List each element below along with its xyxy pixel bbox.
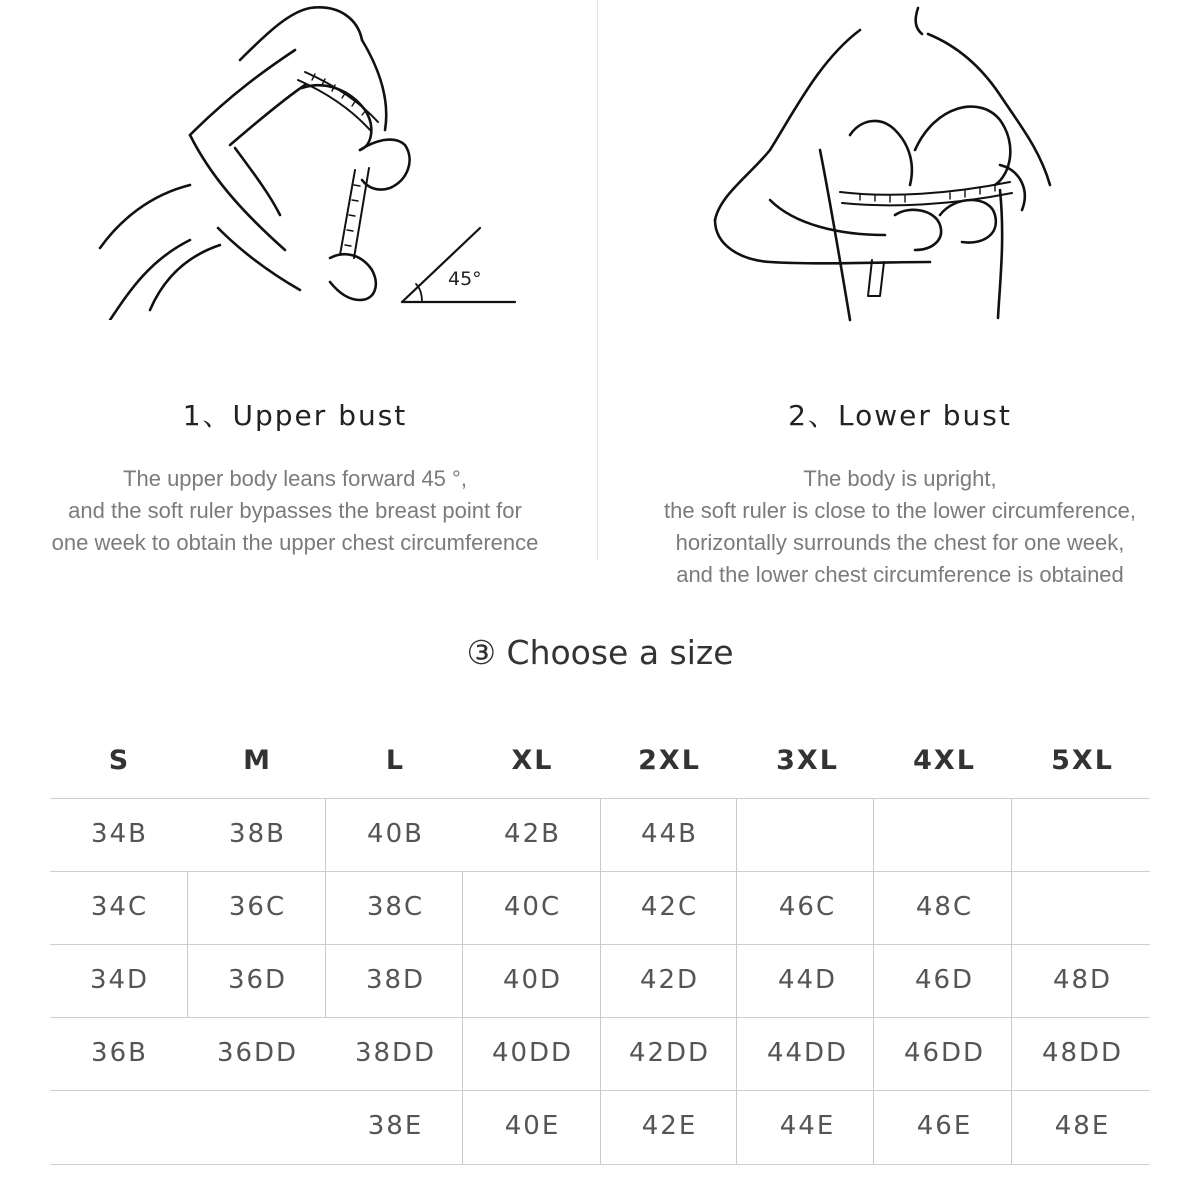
choose-size-title: ③ Choose a size <box>466 633 734 672</box>
step-1-title: 1、Upper bust <box>182 399 408 432</box>
step-2-description <box>615 463 1185 591</box>
size-cell: 46E <box>916 1111 973 1141</box>
angle-label: 45° <box>448 268 482 290</box>
column-divider <box>597 0 598 560</box>
step-2-description-line: and the lower chest circumference is obtained <box>676 562 1124 587</box>
size-cell: 42C <box>640 892 699 922</box>
size-cell: 42D <box>639 965 700 995</box>
size-cell: 40B <box>367 819 424 849</box>
size-header-4xl: 4XL <box>913 745 976 776</box>
size-header-xl: XL <box>511 745 554 776</box>
size-header-2xl: 2XL <box>638 745 701 776</box>
size-cell: 40DD <box>491 1038 574 1068</box>
size-cell: 38B <box>229 819 286 849</box>
size-cell: 46DD <box>903 1038 986 1068</box>
step-1-description-line: The upper body leans forward 45 °, <box>123 466 467 491</box>
size-cell: 48C <box>915 892 974 922</box>
size-cell: 48DD <box>1041 1038 1124 1068</box>
size-cell: 38C <box>366 892 425 922</box>
table-rule <box>50 1164 1150 1165</box>
size-header-3xl: 3XL <box>776 745 839 776</box>
size-header-m: M <box>243 745 272 776</box>
step-2-title: 2、Lower bust <box>788 399 1012 432</box>
step-1-description <box>10 463 580 559</box>
size-cell: 42DD <box>628 1038 711 1068</box>
size-cell: 38DD <box>354 1038 437 1068</box>
size-cell: 48E <box>1054 1111 1111 1141</box>
size-cell: 36D <box>227 965 288 995</box>
lower-bust-illustration <box>700 0 1080 330</box>
step-1-description-line: and the soft ruler bypasses the breast point for <box>68 498 522 523</box>
size-cell: 44E <box>779 1111 836 1141</box>
size-cell: 42B <box>504 819 561 849</box>
upper-bust-illustration <box>90 0 530 320</box>
size-cell: 46D <box>914 965 975 995</box>
size-cell: 36B <box>91 1038 148 1068</box>
size-cell: 42E <box>641 1111 698 1141</box>
size-cell: 40D <box>502 965 563 995</box>
size-cell: 38D <box>365 965 426 995</box>
size-header-s: S <box>108 745 131 776</box>
size-cell: 40E <box>504 1111 561 1141</box>
size-header-5xl: 5XL <box>1051 745 1114 776</box>
size-cell: 36DD <box>216 1038 299 1068</box>
step-2-description-line: the soft ruler is close to the lower circumference, <box>664 498 1136 523</box>
step-1-description-line: one week to obtain the upper chest circumference <box>51 530 539 555</box>
size-cell: 34C <box>90 892 149 922</box>
step-2-description-line: The body is upright, <box>803 466 997 491</box>
size-cell: 44DD <box>766 1038 849 1068</box>
size-header-l: L <box>385 745 406 776</box>
size-cell: 48D <box>1052 965 1113 995</box>
size-cell: 34D <box>89 965 150 995</box>
size-cell: 38E <box>367 1111 424 1141</box>
step-2-description-line: horizontally surrounds the chest for one week, <box>675 530 1125 555</box>
size-cell: 44D <box>777 965 838 995</box>
size-cell: 40C <box>503 892 562 922</box>
size-cell: 34B <box>91 819 148 849</box>
size-cell: 36C <box>228 892 287 922</box>
size-cell: 46C <box>778 892 837 922</box>
size-cell: 44B <box>641 819 698 849</box>
